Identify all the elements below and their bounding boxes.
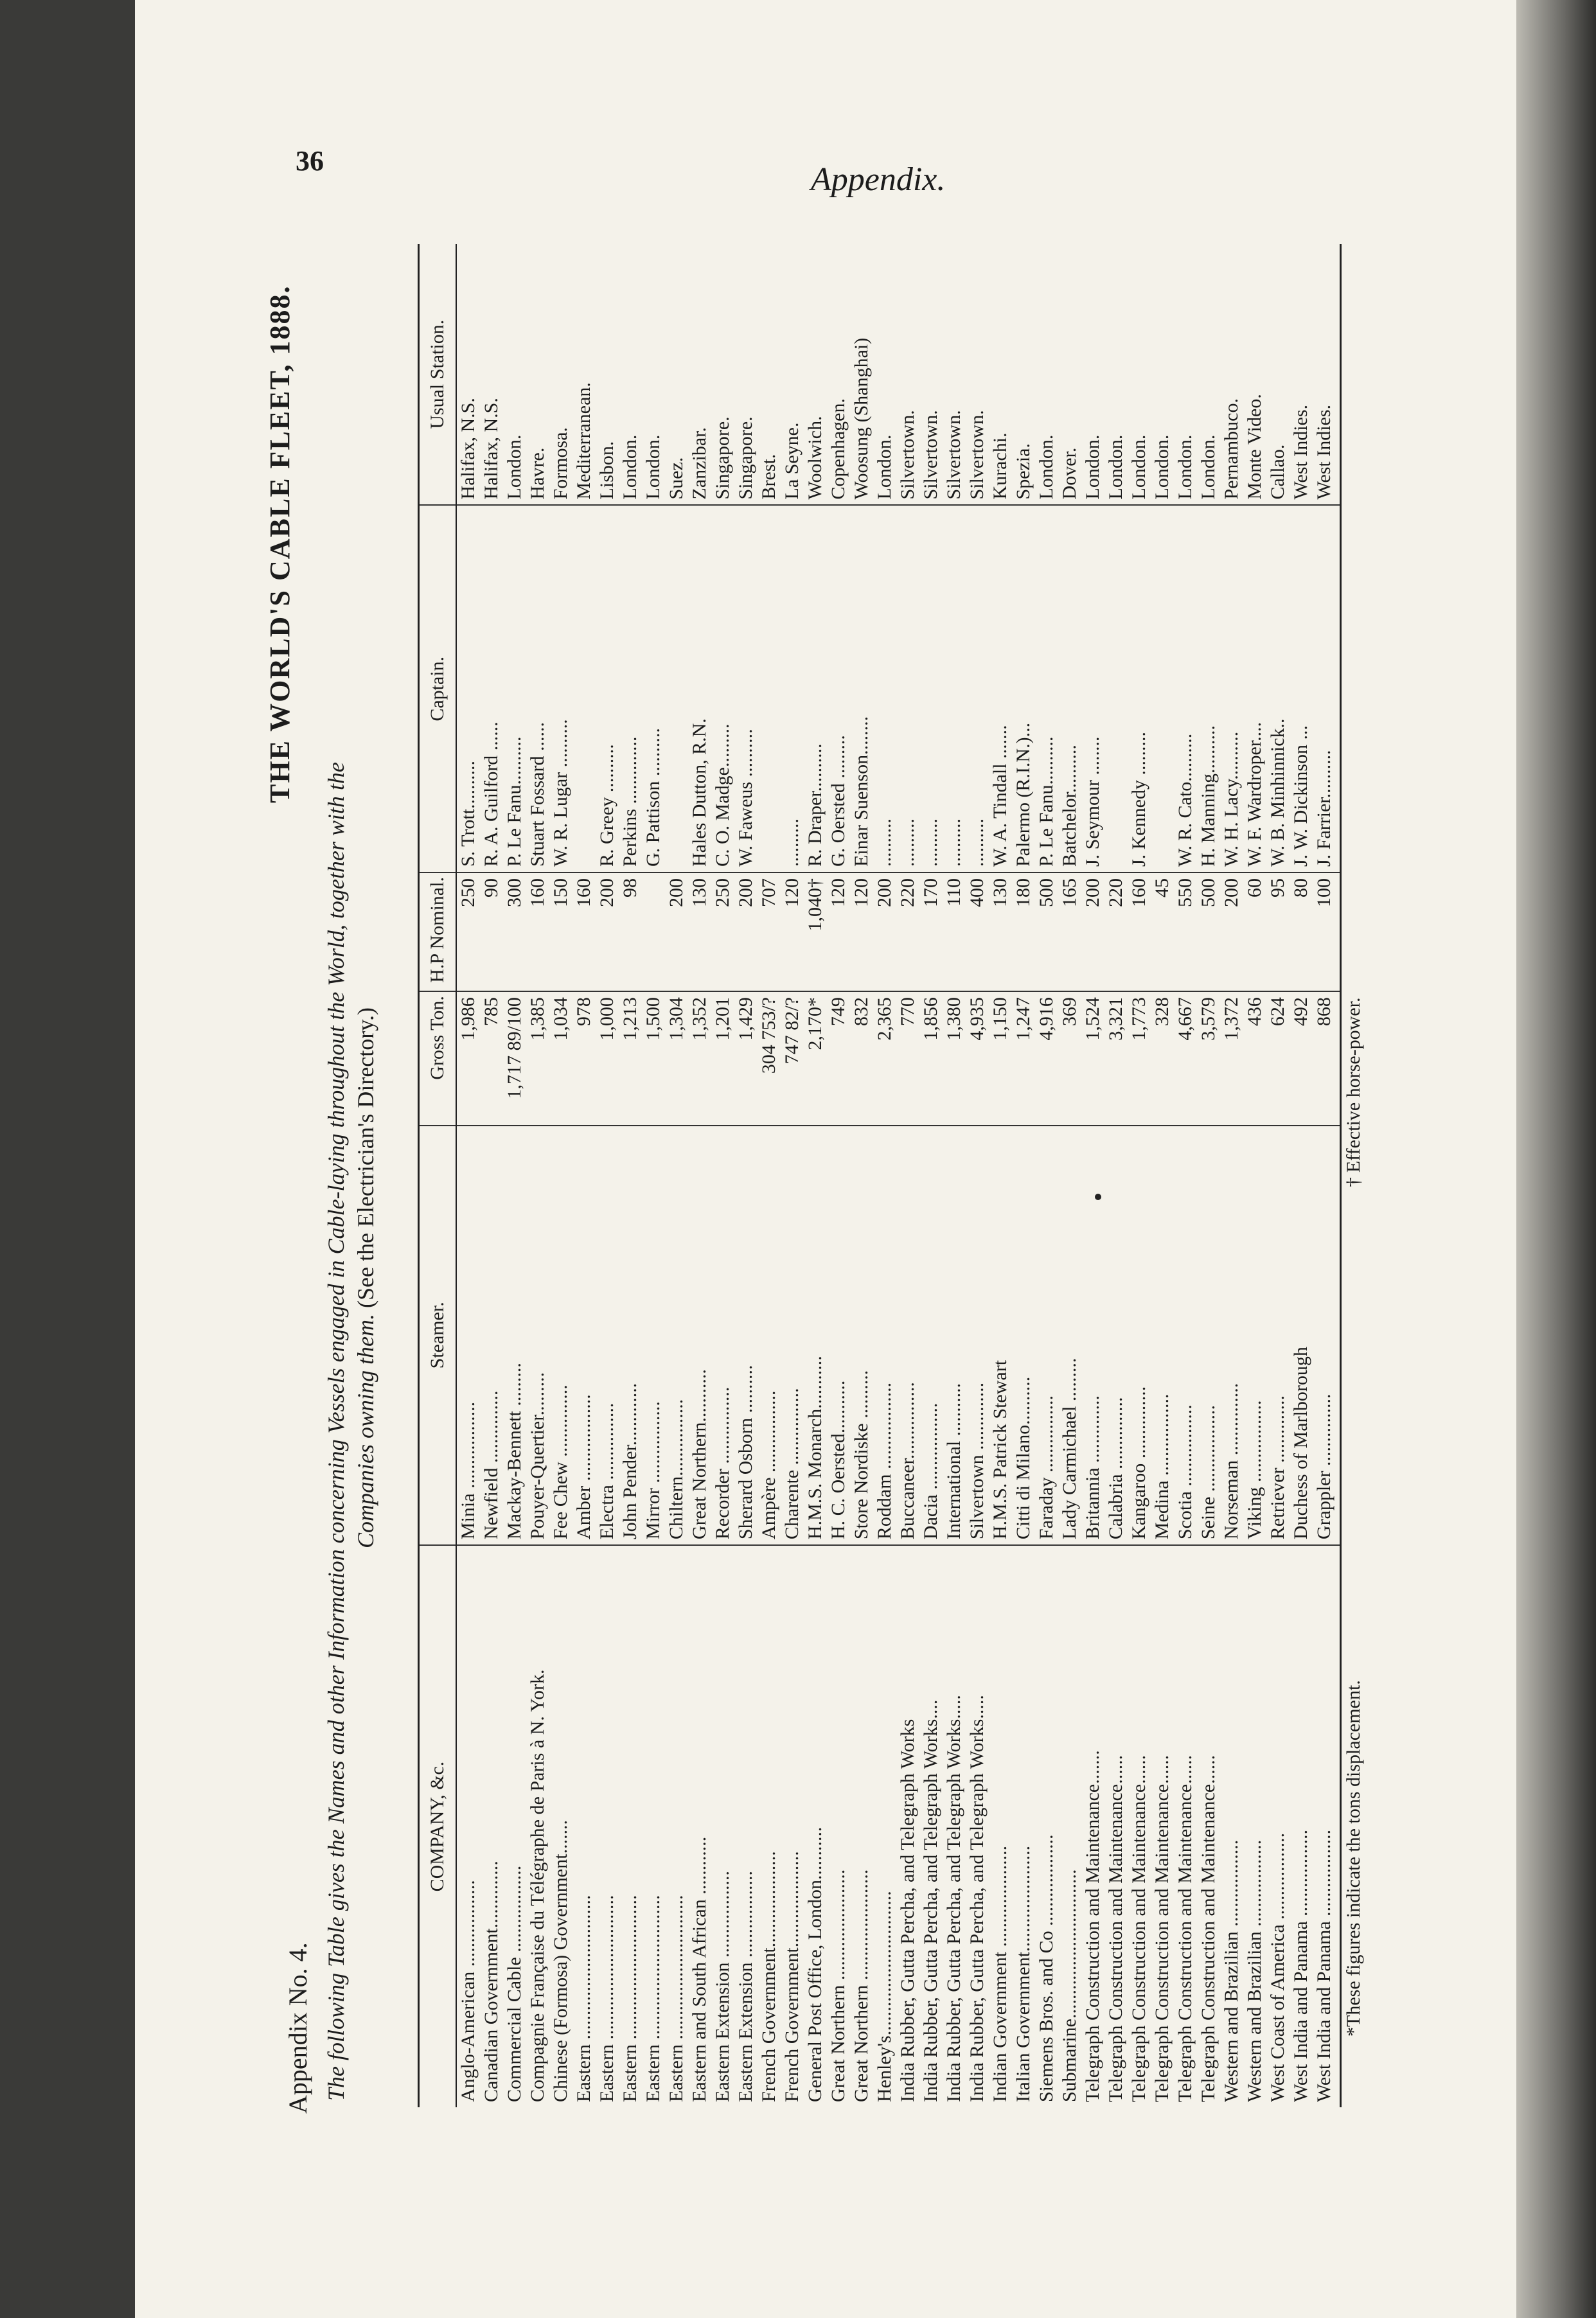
hp-nominal-cell: 160 — [572, 872, 596, 991]
hp-nominal-cell: 90 — [480, 872, 503, 991]
gross-ton-cell: 4,916 — [1035, 991, 1058, 1125]
table-row — [873, 244, 896, 2107]
steamer-cell: Seine .................. — [1197, 1126, 1220, 1546]
caption-line-2-suffix: (See the Electrician's Directory.) — [353, 1007, 378, 1308]
hp-nominal-cell: 98 — [619, 872, 642, 991]
table-row — [456, 244, 480, 2107]
steamer-cell: Kangaroo ............... — [1128, 1126, 1151, 1546]
usual-station-cell: Kurachi. — [989, 244, 1012, 505]
steamer-cell: H.M.S. Monarch........... — [804, 1126, 827, 1546]
steamer-cell: Ampère ................. — [758, 1126, 781, 1546]
usual-station-cell: London. — [1197, 244, 1220, 505]
steamer-cell: Pouyer-Quertier......... — [526, 1126, 549, 1546]
usual-station-cell: West Indies. — [1290, 244, 1313, 505]
table-row — [1128, 244, 1151, 2107]
table-row — [1104, 244, 1128, 2107]
usual-station-cell: London. — [1174, 244, 1197, 505]
captain-cell: W. R. Lugar .......... — [549, 505, 572, 872]
table-header-row — [419, 244, 457, 2107]
usual-station-cell: London. — [1035, 244, 1058, 505]
table-row — [989, 244, 1012, 2107]
hp-nominal-cell: 200 — [1081, 872, 1104, 991]
column-header-gross-ton: Gross Ton. — [419, 991, 457, 1125]
company-cell: French Government.................... — [781, 1851, 802, 2102]
table-row — [1081, 244, 1104, 2107]
hp-nominal-cell: 220 — [1104, 872, 1128, 991]
hp-nominal-cell: 150 — [549, 872, 572, 991]
table-row — [827, 244, 850, 2107]
table-body — [456, 244, 1341, 2107]
hp-nominal-cell: 130 — [989, 872, 1012, 991]
gross-ton-cell: 1,773 — [1128, 991, 1151, 1125]
footnotes — [1343, 238, 1365, 2037]
company-cell: Chinese (Formosa) Government....... — [550, 1819, 571, 2102]
usual-station-cell: Copenhagen. — [827, 244, 850, 505]
hp-nominal-cell: 130 — [688, 872, 711, 991]
gross-ton-cell: 1,524 — [1081, 991, 1104, 1125]
steamer-cell: Fee Chew ............... — [549, 1126, 572, 1546]
table-title: THE WORLD'S CABLE FLEET, 1888. — [264, 285, 296, 803]
captain-cell: J. Farrier.......... — [1313, 505, 1341, 872]
steamer-cell: Chiltern................ — [665, 1126, 688, 1546]
steamer-cell: Charente ................ — [781, 1126, 804, 1546]
captain-cell: .......... — [896, 505, 919, 872]
gross-ton-cell: 3,579 — [1197, 991, 1220, 1125]
gross-ton-cell: 1,372 — [1220, 991, 1243, 1125]
company-cell: Eastern Extension .................. — [712, 1871, 733, 2102]
table-row — [1035, 244, 1058, 2107]
hp-nominal-cell: 80 — [1290, 872, 1313, 991]
steamer-cell: Roddam .................. — [873, 1126, 896, 1546]
table-row — [896, 244, 919, 2107]
captain-cell — [1151, 505, 1174, 872]
column-header-steamer: Steamer. — [419, 1126, 457, 1546]
company-cell: India Rubber, Gutta Percha, and Telegraph Works — [897, 1719, 918, 2102]
usual-station-cell: Halifax, N.S. — [456, 244, 480, 505]
gross-ton-cell: 1,986 — [456, 991, 480, 1125]
footnote-tons-displacement: *These figures indicate the tons displacement. — [1343, 1680, 1364, 2037]
gross-ton-cell: 1,000 — [596, 991, 619, 1125]
steamer-cell: Britannia .............. — [1081, 1126, 1104, 1546]
company-cell: Telegraph Construction and Maintenance...... — [1105, 1755, 1126, 2102]
usual-station-cell: Spezia. — [1012, 244, 1035, 505]
captain-cell: P. Le Fanu.......... — [503, 505, 526, 872]
appendix-label: Appendix No. 4. — [283, 1942, 312, 2114]
running-head: Appendix. — [811, 161, 946, 198]
captain-cell: W. A. Tindall ....... — [989, 505, 1012, 872]
usual-station-cell: London. — [1081, 244, 1104, 505]
usual-station-cell: Mediterranean. — [572, 244, 596, 505]
captain-cell — [665, 505, 688, 872]
steamer-cell: International ........... — [943, 1126, 966, 1546]
company-cell: Eastern .............................. — [666, 1895, 687, 2102]
column-header-company: COMPANY, &c. — [419, 1545, 457, 2107]
steamer-cell: Retriever .............. — [1266, 1126, 1290, 1546]
captain-cell — [758, 505, 781, 872]
hp-nominal-cell: 707 — [758, 872, 781, 991]
table-row — [804, 244, 827, 2107]
hp-nominal-cell: 500 — [1035, 872, 1058, 991]
company-cell: Western and Brazilian .................. — [1244, 1839, 1265, 2102]
caption-line-2-text: Companies owning them. — [353, 1314, 378, 1548]
steamer-cell: Calabria ............... — [1104, 1126, 1128, 1546]
gross-ton-cell: 832 — [850, 991, 873, 1125]
company-cell: Telegraph Construction and Maintenance...... — [1151, 1755, 1173, 2102]
table-row — [1220, 244, 1243, 2107]
captain-cell: C. O. Madge......... — [711, 505, 734, 872]
captain-cell: Perkins .............. — [619, 505, 642, 872]
table-row — [850, 244, 873, 2107]
captain-cell: Einar Suenson........ — [850, 505, 873, 872]
company-cell: Indian Government ..................... — [989, 1845, 1011, 2102]
table-row — [1266, 244, 1290, 2107]
hp-nominal-cell: 200 — [596, 872, 619, 991]
company-cell: Eastern .............................. — [643, 1895, 664, 2102]
company-cell: Italian Government...................... — [1013, 1845, 1034, 2102]
captain-cell: W. F. Wardroper.... — [1243, 505, 1266, 872]
table-row — [688, 244, 711, 2107]
gross-ton-cell: 868 — [1313, 991, 1341, 1125]
captain-cell: W. B. Minhinnick.. — [1266, 505, 1290, 872]
column-header-usual-station: Usual Station. — [419, 244, 457, 505]
usual-station-cell: Silvertown. — [966, 244, 989, 505]
company-cell: Telegraph Construction and Maintenance...... — [1198, 1755, 1219, 2102]
page-number: 36 — [296, 145, 324, 177]
hp-nominal-cell: 200 — [734, 872, 758, 991]
captain-cell: Palermo (R.I.N.)... — [1012, 505, 1035, 872]
company-cell: Henley's.............................. — [874, 1891, 895, 2102]
table-row — [1313, 244, 1341, 2107]
captain-cell: Hales Dutton, R.N. — [688, 505, 711, 872]
company-cell: General Post Office, London........... — [804, 1827, 826, 2102]
steamer-cell: Duchess of Marlborough — [1290, 1126, 1313, 1546]
captain-cell: J. Seymour ........ — [1081, 505, 1104, 872]
usual-station-cell: London. — [619, 244, 642, 505]
hp-nominal-cell: 160 — [1128, 872, 1151, 991]
captain-cell: P. Le Fanu.......... — [1035, 505, 1058, 872]
hp-nominal-cell: 400 — [966, 872, 989, 991]
table-row — [1290, 244, 1313, 2107]
company-cell: Great Northern ....................... — [828, 1869, 849, 2102]
table-row — [1012, 244, 1035, 2107]
hp-nominal-cell: 60 — [1243, 872, 1266, 991]
hp-nominal-cell: 500 — [1197, 872, 1220, 991]
gross-ton-cell: 785 — [480, 991, 503, 1125]
rotated-table-sheet — [264, 212, 1478, 2114]
hp-nominal-cell: 250 — [711, 872, 734, 991]
usual-station-cell: London. — [1151, 244, 1174, 505]
gross-ton-cell: 1,385 — [526, 991, 549, 1125]
table-row — [1243, 244, 1266, 2107]
steamer-cell: Mirror ................. — [642, 1126, 665, 1546]
table-row — [596, 244, 619, 2107]
usual-station-cell: Silvertown. — [919, 244, 943, 505]
hp-nominal-cell — [642, 872, 665, 991]
steamer-cell: Amber .................. — [572, 1126, 596, 1546]
captain-cell: .......... — [781, 505, 804, 872]
table-row — [758, 244, 781, 2107]
table-caption — [321, 238, 380, 2101]
steamer-cell: Buccaneer................ — [896, 1126, 919, 1546]
captain-cell: R. A. Guilford ...... — [480, 505, 503, 872]
hp-nominal-cell: 200 — [665, 872, 688, 991]
table-row — [572, 244, 596, 2107]
hp-nominal-cell: 165 — [1058, 872, 1081, 991]
captain-cell: H. Manning.......... — [1197, 505, 1220, 872]
table-row — [943, 244, 966, 2107]
usual-station-cell: London. — [503, 244, 526, 505]
steamer-cell: John Pender............. — [619, 1126, 642, 1546]
usual-station-cell: London. — [1128, 244, 1151, 505]
captain-cell: R. Greey .......... — [596, 505, 619, 872]
captain-cell: R. Draper.......... — [804, 505, 827, 872]
usual-station-cell: Zanzibar. — [688, 244, 711, 505]
usual-station-cell: London. — [642, 244, 665, 505]
usual-station-cell: London. — [1104, 244, 1128, 505]
gross-ton-cell: 1,352 — [688, 991, 711, 1125]
table-row — [1197, 244, 1220, 2107]
steamer-cell: Viking ................. — [1243, 1126, 1266, 1546]
hp-nominal-cell: 200 — [873, 872, 896, 991]
caption-line-1: The following Table gives the Names and other Information concerning Vessels engaged in Cable-laying throughout the World, together with the — [323, 762, 349, 2101]
hp-nominal-cell: 45 — [1151, 872, 1174, 991]
table-row — [1151, 244, 1174, 2107]
table-row — [1058, 244, 1081, 2107]
company-cell: India Rubber, Gutta Percha, and Telegraph Works.... — [920, 1699, 941, 2102]
company-cell: India Rubber, Gutta Percha, and Telegraph Works..... — [943, 1695, 964, 2102]
gross-ton-cell: 3,321 — [1104, 991, 1128, 1125]
table-row — [665, 244, 688, 2107]
gross-ton-cell: 1,429 — [734, 991, 758, 1125]
steamer-cell: Scotia ................. — [1174, 1126, 1197, 1546]
captain-cell: G. Oersted ......... — [827, 505, 850, 872]
steamer-cell: Citti di Milano.......... — [1012, 1126, 1035, 1546]
steamer-cell: Norseman ............... — [1220, 1126, 1243, 1546]
gross-ton-cell: 624 — [1266, 991, 1290, 1125]
stray-mark — [1095, 1194, 1101, 1200]
usual-station-cell: Formosa. — [549, 244, 572, 505]
gross-ton-cell: 304 753/? — [758, 991, 781, 1125]
steamer-cell: Medina ................. — [1151, 1126, 1174, 1546]
captain-cell: Stuart Fossard ...... — [526, 505, 549, 872]
company-cell: Compagnie Française du Télégraphe de Paris à N. York. — [527, 1669, 548, 2102]
steamer-cell: H. C. Oersted........... — [827, 1126, 850, 1546]
company-cell: West India and Panama .................. — [1290, 1829, 1311, 2102]
company-cell: Eastern Extension .................. — [735, 1871, 756, 2102]
usual-station-cell: Singapore. — [734, 244, 758, 505]
company-cell: Eastern .............................. — [573, 1895, 594, 2102]
gross-ton-cell: 1,150 — [989, 991, 1012, 1125]
hp-nominal-cell: 250 — [456, 872, 480, 991]
company-cell: Great Northern ....................... — [851, 1869, 872, 2102]
company-cell: Telegraph Construction and Maintenance...... — [1128, 1755, 1149, 2102]
column-header-captain: Captain. — [419, 505, 457, 872]
steamer-cell: Dacia .................. — [919, 1126, 943, 1546]
gross-ton-cell: 1,856 — [919, 991, 943, 1125]
hp-nominal-cell: 120 — [850, 872, 873, 991]
hp-nominal-cell: 200 — [1220, 872, 1243, 991]
footnote-effective-horse-power: † Effective horse-power. — [1343, 997, 1364, 1187]
hp-nominal-cell: 95 — [1266, 872, 1290, 991]
usual-station-cell: Havre. — [526, 244, 549, 505]
captain-cell: .......... — [966, 505, 989, 872]
gross-ton-cell: 770 — [896, 991, 919, 1125]
usual-station-cell: Dover. — [1058, 244, 1081, 505]
gross-ton-cell: 2,170* — [804, 991, 827, 1125]
steamer-cell: Lady Carmichael ......... — [1058, 1126, 1081, 1546]
captain-cell: W. R. Cato.......... — [1174, 505, 1197, 872]
gross-ton-cell: 4,935 — [966, 991, 989, 1125]
hp-nominal-cell: 300 — [503, 872, 526, 991]
captain-cell — [1104, 505, 1128, 872]
company-cell: Anglo-American .................. — [457, 1880, 479, 2102]
captain-cell: .......... — [919, 505, 943, 872]
usual-station-cell: Monte Video. — [1243, 244, 1266, 505]
gross-ton-cell: 1,500 — [642, 991, 665, 1125]
table-row — [711, 244, 734, 2107]
usual-station-cell: Pernambuco. — [1220, 244, 1243, 505]
company-cell: West Coast of America .................. — [1267, 1832, 1288, 2102]
steamer-cell: Store Nordiske .......... — [850, 1126, 873, 1546]
hp-nominal-cell: 550 — [1174, 872, 1197, 991]
steamer-cell: Mackay-Bennett ......... — [503, 1126, 526, 1546]
company-cell: Eastern and South African ............ — [689, 1836, 710, 2102]
table-row — [619, 244, 642, 2107]
hp-nominal-cell: 100 — [1313, 872, 1341, 991]
company-cell: Commercial Cable .................. — [504, 1865, 525, 2102]
usual-station-cell: London. — [873, 244, 896, 505]
gross-ton-cell: 328 — [1151, 991, 1174, 1125]
page-edge-shadow — [1516, 0, 1596, 2318]
table-row — [1174, 244, 1197, 2107]
caption-line-2 — [351, 238, 380, 2101]
gross-ton-cell: 1,304 — [665, 991, 688, 1125]
steamer-cell: Silvertown .............. — [966, 1126, 989, 1546]
usual-station-cell: Woosung (Shanghai) — [850, 244, 873, 505]
gross-ton-cell: 2,365 — [873, 991, 896, 1125]
table-row — [503, 244, 526, 2107]
company-cell: India Rubber, Gutta Percha, and Telegraph Works..... — [966, 1695, 988, 2102]
gross-ton-cell: 1,034 — [549, 991, 572, 1125]
company-cell: Telegraph Construction and Maintenance...... — [1175, 1755, 1196, 2102]
column-header-hp-nominal: H.P Nominal. — [419, 872, 457, 991]
company-cell: West India and Panama .................. — [1313, 1545, 1341, 2107]
hp-nominal-cell: 120 — [827, 872, 850, 991]
captain-cell: Batchelor.......... — [1058, 505, 1081, 872]
table-row — [966, 244, 989, 2107]
table-row — [642, 244, 665, 2107]
company-cell: Eastern .............................. — [596, 1895, 617, 2102]
hp-nominal-cell: 110 — [943, 872, 966, 991]
steamer-cell: Minia .................. — [456, 1126, 480, 1546]
usual-station-cell: La Seyne. — [781, 244, 804, 505]
steamer-cell: Sherard Osborn .......... — [734, 1126, 758, 1546]
captain-cell: S. Trott.......... — [456, 505, 480, 872]
gross-ton-cell: 1,247 — [1012, 991, 1035, 1125]
company-cell: Siemens Bros. and Co ................... — [1036, 1834, 1057, 2102]
usual-station-cell: Suez. — [665, 244, 688, 505]
hp-nominal-cell: 220 — [896, 872, 919, 991]
steamer-cell: Recorder ................ — [711, 1126, 734, 1546]
table-row — [549, 244, 572, 2107]
steamer-cell: Newfield ............... — [480, 1126, 503, 1546]
captain-cell: W. H. Lacy.......... — [1220, 505, 1243, 872]
steamer-cell: Faraday ................ — [1035, 1126, 1058, 1546]
hp-nominal-cell: 1,040† — [804, 872, 827, 991]
usual-station-cell: Brest. — [758, 244, 781, 505]
steamer-cell: H.M.S. Patrick Stewart — [989, 1126, 1012, 1546]
company-cell: Canadian Government.............. — [481, 1861, 502, 2102]
gross-ton-cell: 1,213 — [619, 991, 642, 1125]
gross-ton-cell: 749 — [827, 991, 850, 1125]
company-cell: Eastern .............................. — [619, 1895, 641, 2102]
gross-ton-cell: 1,717 89/100 — [503, 991, 526, 1125]
hp-nominal-cell: 180 — [1012, 872, 1035, 991]
usual-station-cell: Silvertown. — [896, 244, 919, 505]
usual-station-cell: Halifax, N.S. — [480, 244, 503, 505]
captain-cell: G. Pattison .......... — [642, 505, 665, 872]
captain-cell: .......... — [943, 505, 966, 872]
gross-ton-cell: 492 — [1290, 991, 1313, 1125]
captain-cell: .......... — [873, 505, 896, 872]
gross-ton-cell: 369 — [1058, 991, 1081, 1125]
gross-ton-cell: 1,201 — [711, 991, 734, 1125]
gross-ton-cell: 4,667 — [1174, 991, 1197, 1125]
usual-station-cell: Woolwich. — [804, 244, 827, 505]
company-cell: Telegraph Construction and Maintenance....... — [1082, 1750, 1103, 2102]
company-cell: Submarine............................... — [1059, 1869, 1080, 2102]
table-row — [480, 244, 503, 2107]
gross-ton-cell: 1,380 — [943, 991, 966, 1125]
steamer-cell: Electra ................ — [596, 1126, 619, 1546]
hp-nominal-cell: 160 — [526, 872, 549, 991]
captain-cell: W. Faweus .......... — [734, 505, 758, 872]
hp-nominal-cell: 120 — [781, 872, 804, 991]
table-row — [526, 244, 549, 2107]
steamer-cell: Grappler ............... — [1313, 1126, 1341, 1546]
company-cell: French Government.................... — [758, 1851, 779, 2102]
usual-station-cell: West Indies. — [1313, 244, 1341, 505]
table-row — [781, 244, 804, 2107]
captain-cell: J. Kennedy ......... — [1128, 505, 1151, 872]
captain-cell: J. W. Dickinson ... — [1290, 505, 1313, 872]
usual-station-cell: Silvertown. — [943, 244, 966, 505]
company-cell: Western and Brazilian .................. — [1221, 1839, 1242, 2102]
usual-station-cell: Singapore. — [711, 244, 734, 505]
cable-fleet-table — [418, 244, 1342, 2107]
gross-ton-cell: 747 82/? — [781, 991, 804, 1125]
table-row — [919, 244, 943, 2107]
gross-ton-cell: 436 — [1243, 991, 1266, 1125]
hp-nominal-cell: 170 — [919, 872, 943, 991]
captain-cell — [572, 505, 596, 872]
steamer-cell: Great Northern........... — [688, 1126, 711, 1546]
usual-station-cell: Lisbon. — [596, 244, 619, 505]
usual-station-cell: Callao. — [1266, 244, 1290, 505]
table-row — [734, 244, 758, 2107]
gross-ton-cell: 978 — [572, 991, 596, 1125]
